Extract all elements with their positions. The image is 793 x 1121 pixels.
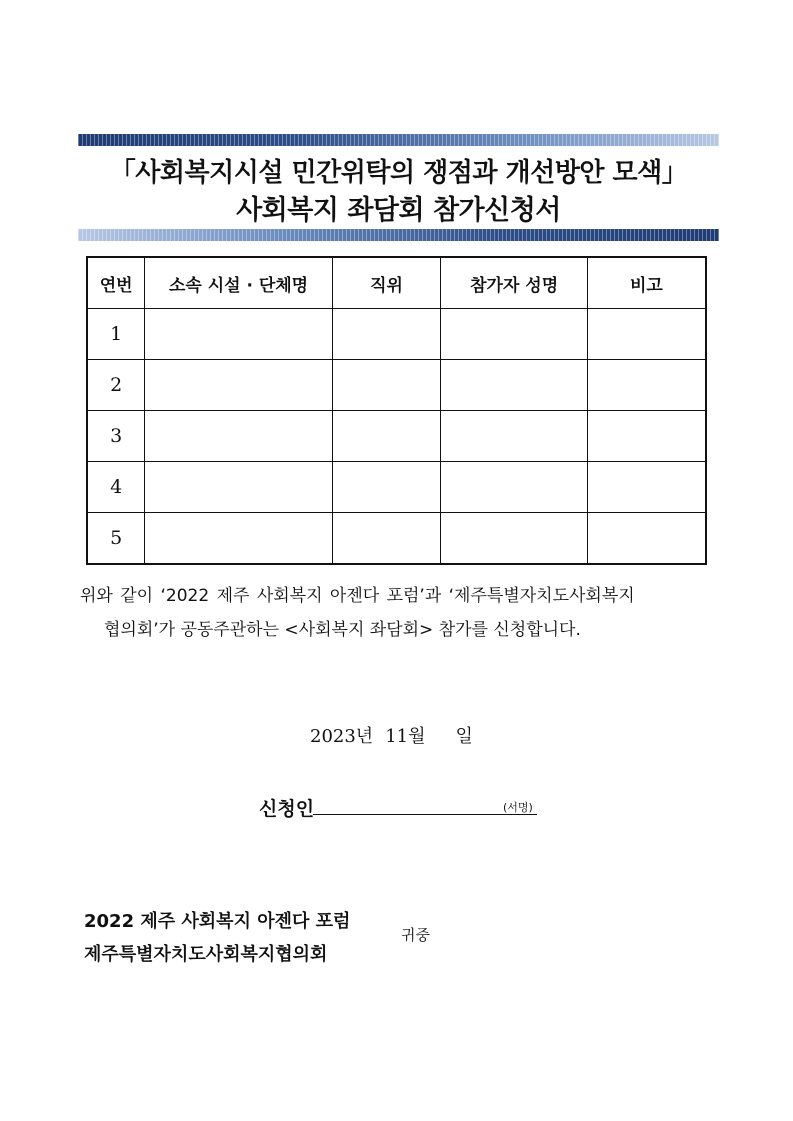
row-number: 5 xyxy=(87,513,145,565)
date-year: 2023년 xyxy=(310,726,374,747)
note-cell[interactable] xyxy=(587,513,706,565)
col-header-no: 연번 xyxy=(87,257,145,309)
applicant-label: 신청인 xyxy=(259,798,315,820)
row-number: 2 xyxy=(87,360,145,411)
name-cell[interactable] xyxy=(441,309,588,360)
name-cell[interactable] xyxy=(441,462,588,513)
statement-line-2: 협의회’가 공동주관하는 <사회복지 좌담회> 참가를 신청합니다. xyxy=(104,620,581,640)
col-header-position: 직위 xyxy=(332,257,441,309)
row-number: 1 xyxy=(87,309,145,360)
table-row xyxy=(87,309,706,360)
org-cell[interactable] xyxy=(145,411,332,462)
table-row xyxy=(87,411,706,462)
note-cell[interactable] xyxy=(587,360,706,411)
org-cell[interactable] xyxy=(145,462,332,513)
position-cell[interactable] xyxy=(332,309,441,360)
recipient-org-2: 제주특별자치도사회복지협의회 xyxy=(84,944,328,965)
note-cell[interactable] xyxy=(587,309,706,360)
date-month: 11월 xyxy=(385,726,426,747)
date-day: 일 xyxy=(455,726,473,747)
col-header-note: 비고 xyxy=(587,257,706,309)
page-subtitle: 사회복지 좌담회 참가신청서 xyxy=(236,195,561,226)
name-cell[interactable] xyxy=(441,360,588,411)
note-cell[interactable] xyxy=(587,462,706,513)
participant-table xyxy=(86,256,707,565)
row-number: 3 xyxy=(87,411,145,462)
page-title: 「사회복지시설 민간위탁의 쟁점과 개선방안 모색」 xyxy=(109,158,688,188)
position-cell[interactable] xyxy=(332,411,441,462)
application-date xyxy=(310,722,473,748)
header-band-top xyxy=(78,134,719,146)
signature-note: (서명) xyxy=(503,801,533,814)
row-number: 4 xyxy=(87,462,145,513)
name-cell[interactable] xyxy=(441,411,588,462)
table-row xyxy=(87,462,706,513)
note-cell[interactable] xyxy=(587,411,706,462)
table-header-row xyxy=(87,257,706,309)
recipient-org-1: 2022 제주 사회복지 아젠다 포럼 xyxy=(84,911,351,932)
position-cell[interactable] xyxy=(332,360,441,411)
org-cell[interactable] xyxy=(145,360,332,411)
col-header-name: 참가자 성명 xyxy=(441,257,588,309)
org-cell[interactable] xyxy=(145,513,332,565)
col-header-org: 소속 시설 · 단체명 xyxy=(145,257,332,309)
position-cell[interactable] xyxy=(332,462,441,513)
name-cell[interactable] xyxy=(441,513,588,565)
honorific: 귀중 xyxy=(401,926,430,944)
statement-line-1: 위와 같이 ‘2022 제주 사회복지 아젠다 포럼’과 ‘제주특별자치도사회복지 xyxy=(80,586,635,606)
table-row xyxy=(87,360,706,411)
org-cell[interactable] xyxy=(145,309,332,360)
table-row xyxy=(87,513,706,565)
header-band-bottom xyxy=(78,229,719,241)
position-cell[interactable] xyxy=(332,513,441,565)
